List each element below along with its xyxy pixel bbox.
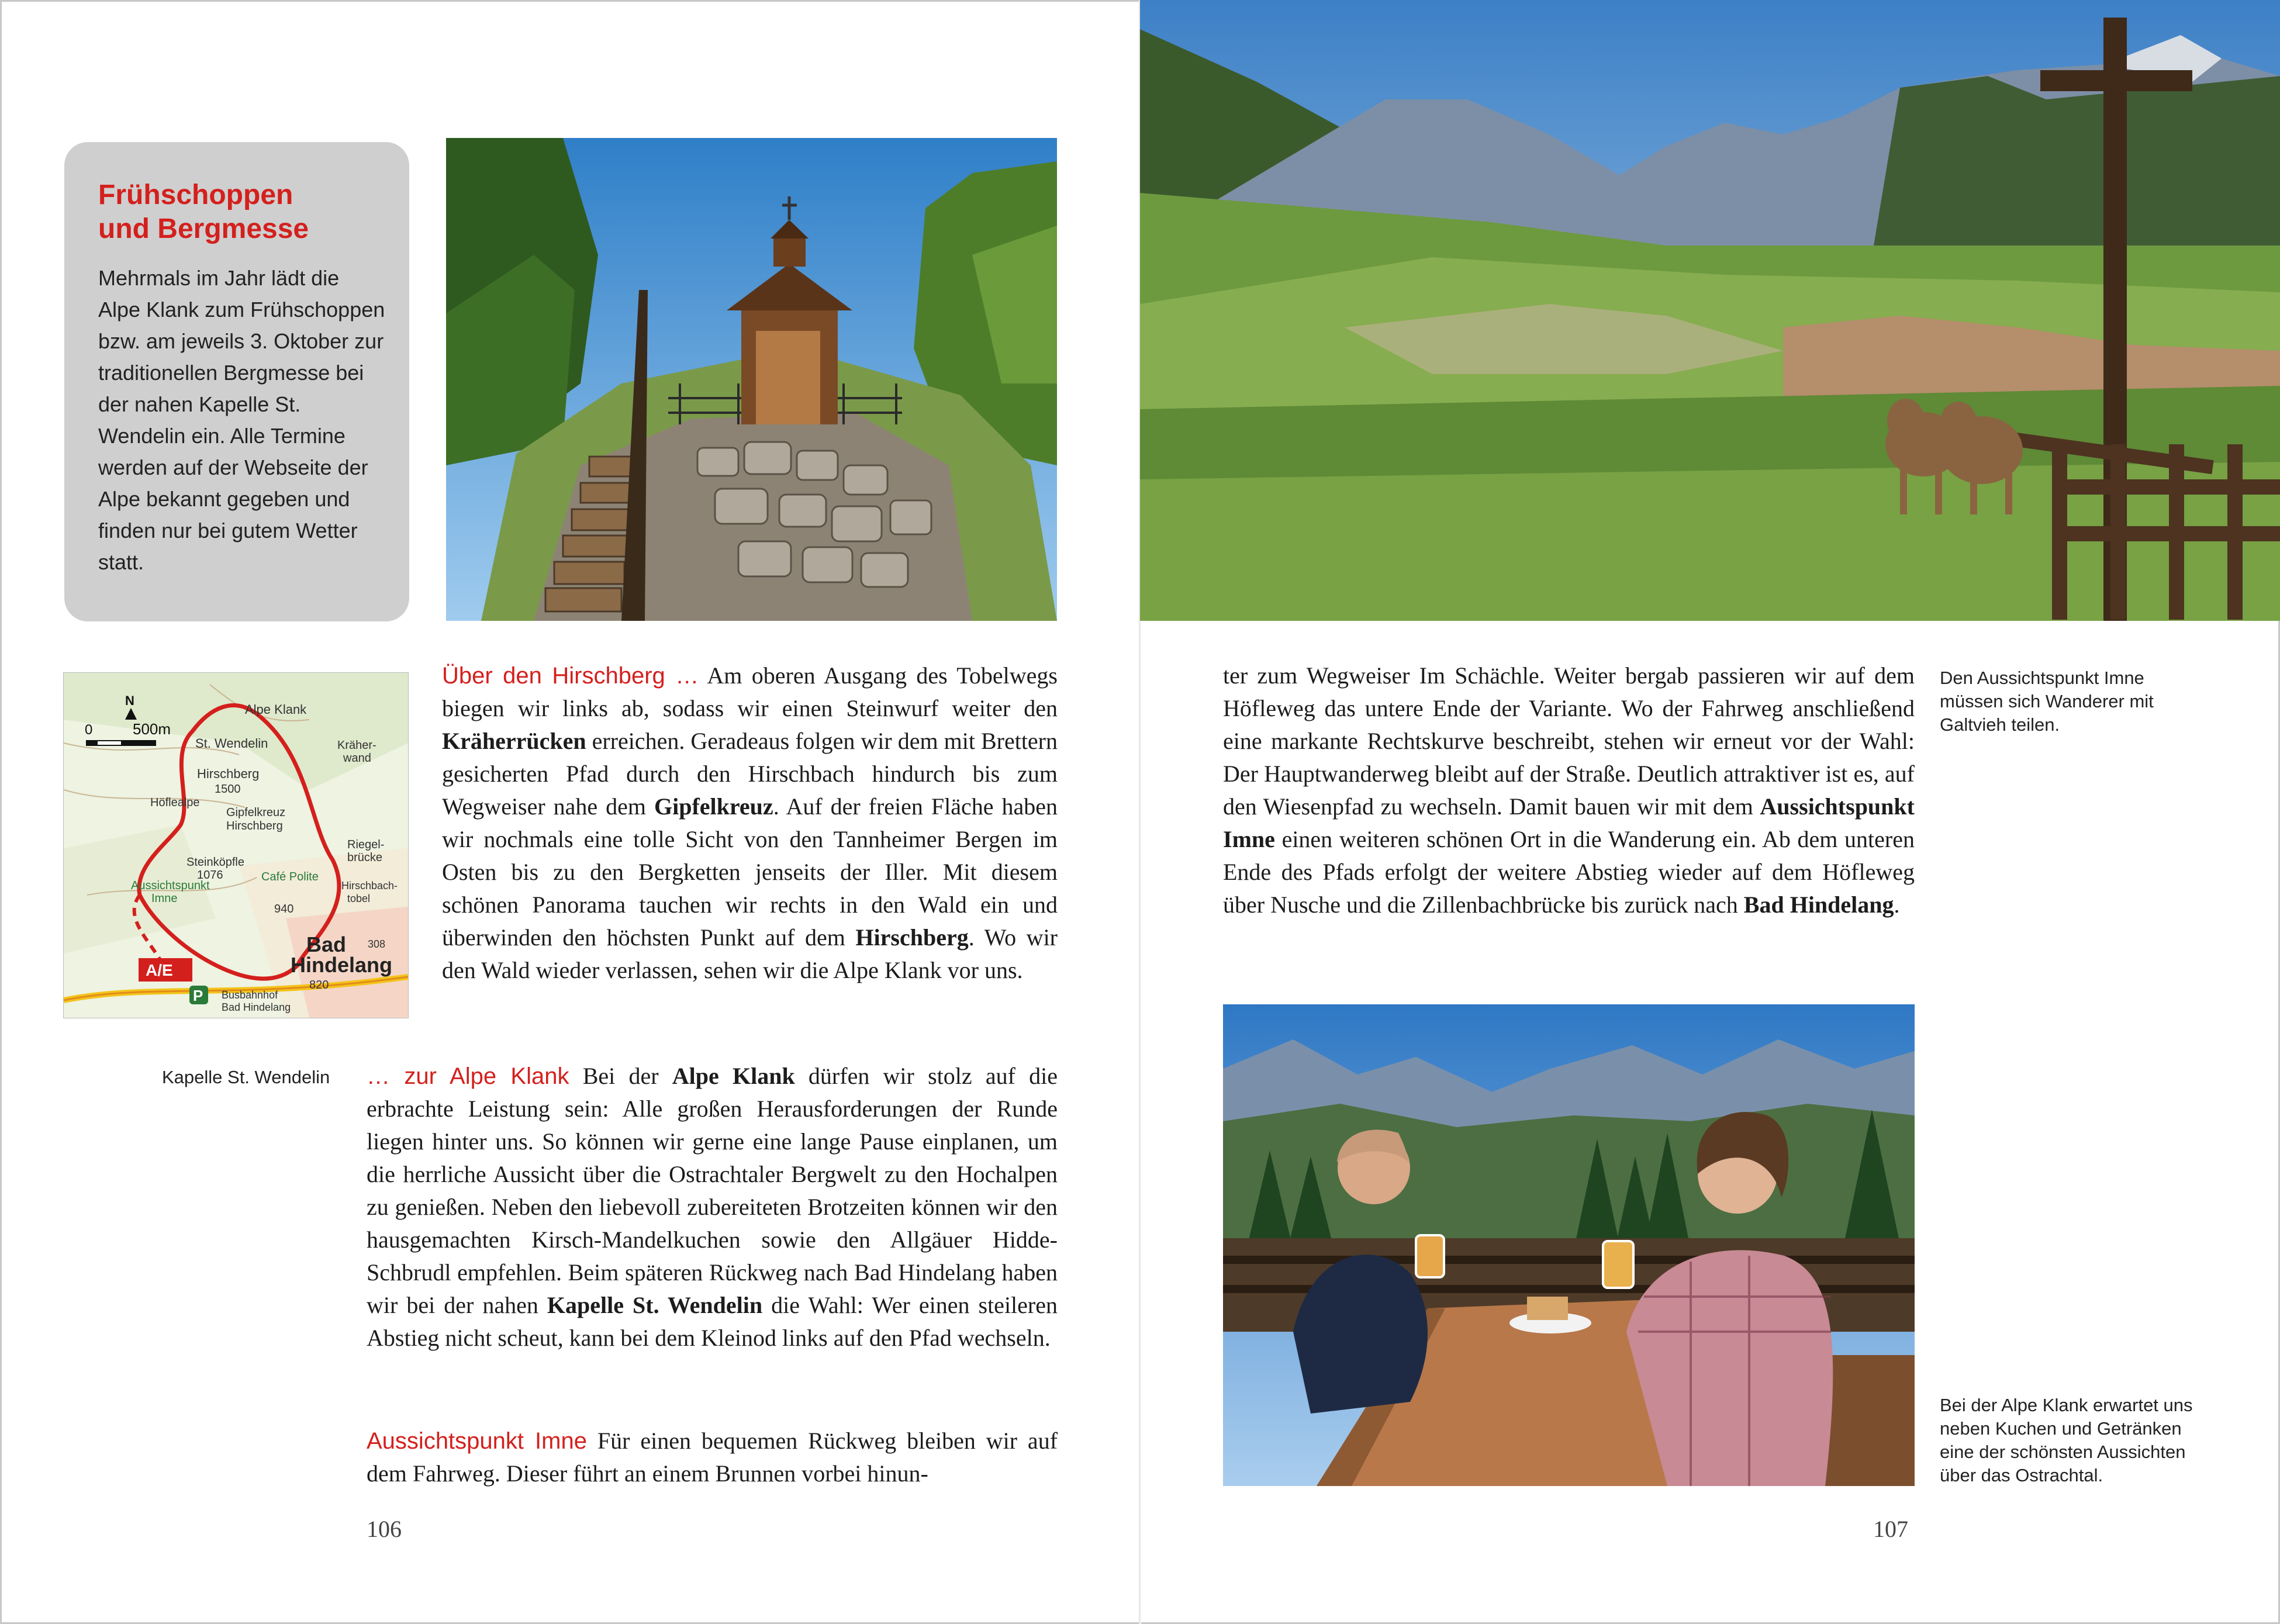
- bold-hirschberg: Hirschberg: [855, 924, 969, 951]
- body-paragraph-imne: [367, 1425, 1058, 1490]
- map-label-hirschbach: Hirschbach-: [341, 880, 398, 892]
- bold-kapelle: Kapelle St. Wendelin: [547, 1292, 763, 1318]
- map-label-riegel: Riegel-: [347, 838, 385, 851]
- valley-cross-cows-photo: [1140, 0, 2280, 621]
- bold-alpe-klank: Alpe Klank: [672, 1063, 795, 1089]
- map-label-cafe: Café Polite: [261, 870, 319, 883]
- map-label-aussicht2: Imne: [151, 892, 178, 905]
- page-number-right: 107: [1873, 1516, 1908, 1542]
- info-box: [64, 142, 409, 621]
- map-label-aussicht: Aussichtspunkt: [131, 879, 210, 892]
- map-label-riegel2: brücke: [347, 851, 383, 864]
- lead-alpe-klank: … zur Alpe Klank: [367, 1063, 569, 1089]
- map-label-alpe-klank: Alpe Klank: [245, 702, 307, 717]
- map-label-busbahnhof2: Bad Hindelang: [222, 1001, 291, 1013]
- info-title-line2: und Bergmesse: [98, 213, 309, 244]
- text-p1d: . Auf der freien Fläche haben wir nochmals eine tolle Sicht von den Tannheimer Bergen im Osten bis zu den Bergketten jenseits der Iller. Mit diesem schönen Panorama tauchen wir rechts in den Wald ein und überwinden den höchsten Punkt auf dem: [442, 793, 1058, 951]
- info-box-text: Mehrmals im Jahr lädt die Alpe Klank zum Frühschoppen bzw. am jeweils 3. Oktober zur traditionellen Bergmesse bei der nahen Kapelle St. Wendelin ein. Alle Termine werden auf der Webseite der Alpe bekannt gegeben und finden nur bei gutem Wetter statt.: [98, 266, 385, 574]
- bold-gipfelkreuz: Gipfelkreuz: [654, 793, 773, 820]
- text-p1e: . Wo wir den Wald wieder verlassen, sehen wir die Alpe Klank vor uns.: [442, 924, 1058, 983]
- body-paragraph-alpe-klank: [367, 1060, 1058, 1355]
- route-map: [63, 672, 409, 1018]
- map-label-hirschbach2: tobel: [347, 893, 371, 904]
- bold-kraeherruecken: Kräherrücken: [442, 728, 586, 754]
- map-label-cafe-h: 940: [274, 903, 294, 915]
- chapel-photo: [446, 138, 1057, 621]
- text-p2d: die Wahl: Wer einen steileren Abstieg nicht scheut, kann bei dem Kleinod links auf den Pfad wechseln.: [367, 1292, 1058, 1351]
- map-north: N: [125, 693, 134, 708]
- body-paragraph-continuation: [1223, 659, 1915, 921]
- map-label-steinkoepfle-h: 1076: [197, 869, 223, 882]
- map-label-kraeher2: wand: [343, 752, 371, 765]
- text-p3a: Für einen bequemen Rückweg bleiben wir auf dem Fahrweg. Dieser führt an einem Brunnen vorbei hinun-: [367, 1428, 1058, 1487]
- text-c2c: .: [1894, 892, 1900, 918]
- map-label-hirschberg: Hirschberg: [197, 766, 260, 781]
- couple-toasting-photo: [1223, 1004, 1915, 1486]
- map-label-gipfelkreuz: Gipfelkreuz: [226, 806, 286, 819]
- text-p2a: Bei der: [569, 1063, 672, 1089]
- map-label-busbahnhof: Busbahnhof: [222, 989, 278, 1001]
- lead-imne: Aussichtspunkt Imne: [367, 1428, 587, 1454]
- map-label-hindelang: Hindelang: [291, 953, 393, 977]
- text-p1a: Am oberen Ausgang des Tobelwegs biegen wir links ab, sodass wir einen Steinwurf weiter den: [442, 662, 1058, 721]
- bold-bad-hindelang: Bad Hindelang: [1743, 892, 1894, 918]
- lead-hirschberg: Über den Hirschberg …: [442, 663, 699, 689]
- map-label-wendelin: St. Wendelin: [195, 736, 268, 751]
- page-number-left: 106: [367, 1516, 402, 1542]
- map-start-tag: A/E: [146, 961, 173, 979]
- caption-chapel: Kapelle St. Wendelin: [162, 1067, 330, 1087]
- map-label-hirschberg-h: 1500: [215, 783, 241, 796]
- info-title-line1: Frühschoppen: [98, 179, 293, 210]
- text-p2c: dürfen wir stolz auf die erbrachte Leistung sein: Alle großen Herausforderungen der Runde liegen hinter uns. So können wir gerne eine lange Pause einplanen, um die herrliche Aussicht über die Ostrachtaler Bergwelt zu den Hochalpen zu genießen. Neben den liebevoll zubereiteten Brotzeiten können wir den hausgemachten Kirsch-Mandelkuchen sowie den Allgäuer Hidde-Schbrudl empfehlen. Beim späteren Rückweg nach Bad Hindelang haben wir bei der nahen: [367, 1063, 1058, 1318]
- map-label-kraeher: Kräher-: [337, 739, 376, 752]
- text-c2a: ter zum Wegweiser Im Schächle. Weiter bergab passieren wir auf dem Höfleweg das untere Ende der Variante. Wo der Fahrweg anschließend eine markante Rechtskurve beschreibt, stehen wir erneut vor der Wahl: Der Hauptwanderweg bleibt auf der Straße. Deutlich attraktiver ist es, auf den Wiesenpfad zu wechseln. Damit bauen wir mit dem: [1223, 662, 1915, 820]
- caption-cows: Den Aussichtspunkt Imne müssen sich Wanderer mit Galtvieh teilen.: [1940, 668, 2154, 735]
- map-scale-zero: 0: [85, 722, 93, 738]
- map-label-gipfelkreuz2: Hirschberg: [226, 820, 283, 832]
- map-label-steinkoepfle: Steinköpfle: [186, 856, 244, 869]
- map-label-road: 308: [368, 938, 386, 950]
- text-p1c: erreichen. Geradeaus folgen wir dem mit Brettern gesicherten Pfad durch den Hirschbach hindurch bis zum Wegweiser nahe dem: [442, 728, 1058, 820]
- bold-aussichtspunkt: Aussichtspunkt Imne: [1223, 793, 1915, 852]
- caption-alpe: Bei der Alpe Klank erwartet uns neben Kuchen und Getränken eine der schönsten Aussichten über das Ostrachtal.: [1940, 1395, 2193, 1485]
- map-scale-500: 500m: [133, 720, 171, 738]
- text-c2b: einen weiteren schönen Ort in die Wanderung ein. Ab dem unteren Ende des Pfads erfolgt der weitere Abstieg wieder auf dem Höfleweg über Nusche und die Zillenbachbrücke bis zurück nach: [1223, 826, 1915, 918]
- map-label-bad: Bad: [306, 932, 347, 956]
- map-label-hoefleal: Höflealpe: [150, 796, 200, 809]
- info-box-title: [98, 178, 386, 246]
- map-label-820: 820: [309, 979, 329, 991]
- body-paragraph-hirschberg: [442, 659, 1058, 987]
- map-parking: P: [193, 987, 203, 1004]
